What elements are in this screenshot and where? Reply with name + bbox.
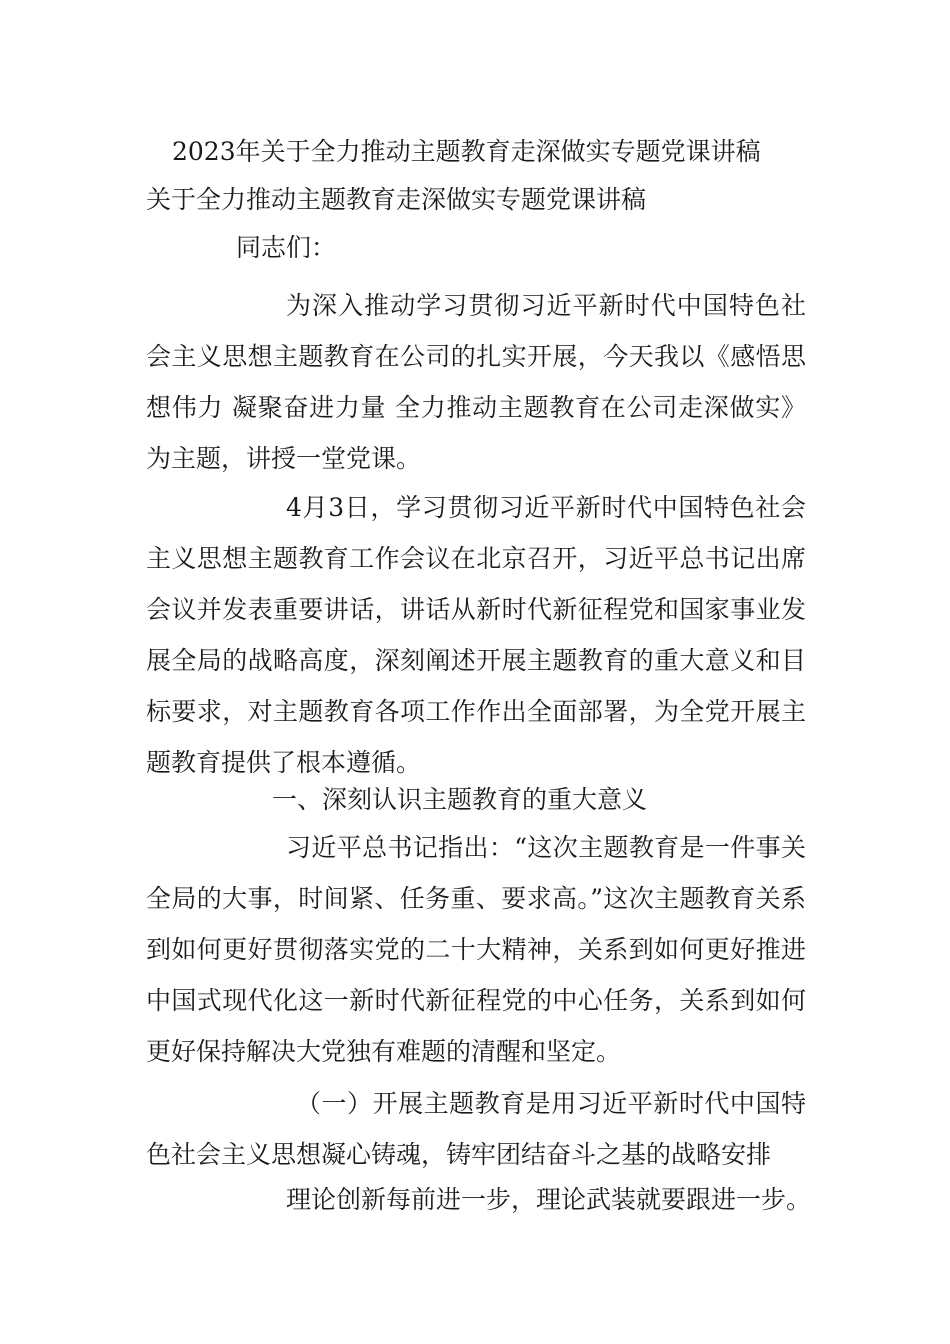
subsection-heading — [146, 1078, 806, 1180]
salutation: 同志们： — [236, 233, 337, 262]
document-title: 2023年关于全力推动主题教育走深做实专题党课讲稿 — [172, 137, 761, 166]
paragraph-significance-text: 习近平总书记指出：“这次主题教育是一件事关全局的大事，时间紧、任务重、要求高。”这次主题教育关系到如何更好贯彻落实党的二十大精神，关系到如何更好推进中国式现代化这一新时代新征程党的中心任务，关系到如何更好保持解决大党独有难题的清醒和坚定。 — [146, 833, 806, 1066]
paragraph-meeting — [146, 482, 806, 788]
paragraph-intro-text: 为深入推动学习贯彻习近平新时代中国特色社会主义思想主题教育在公司的扎实开展，今天我以《感悟思想伟力 凝聚奋进力量 全力推动主题教育在公司走深做实》为主题，讲授一堂党课。 — [146, 291, 806, 473]
paragraph-last-line: 理论创新每前进一步，理论武装就要跟进一步。 — [286, 1185, 812, 1214]
paragraph-intro — [146, 280, 806, 484]
subsection-heading-text: （一）开展主题教育是用习近平新时代中国特色社会主义思想凝心铸魂，铸牢团结奋斗之基的战略安排 — [146, 1089, 806, 1169]
paragraph-significance — [146, 822, 806, 1077]
document-subtitle: 关于全力推动主题教育走深做实专题党课讲稿 — [146, 185, 647, 214]
paragraph-meeting-text: 4月3日，学习贯彻习近平新时代中国特色社会主义思想主题教育工作会议在北京召开，习近平总书记出席会议并发表重要讲话，讲话从新时代新征程党和国家事业发展全局的战略高度，深刻阐述开展主题教育的重大意义和目标要求，对主题教育各项工作作出全面部署，为全党开展主题教育提供了根本遵循。 — [146, 493, 806, 777]
section-heading: 一、深刻认识主题教育的重大意义 — [272, 785, 648, 814]
